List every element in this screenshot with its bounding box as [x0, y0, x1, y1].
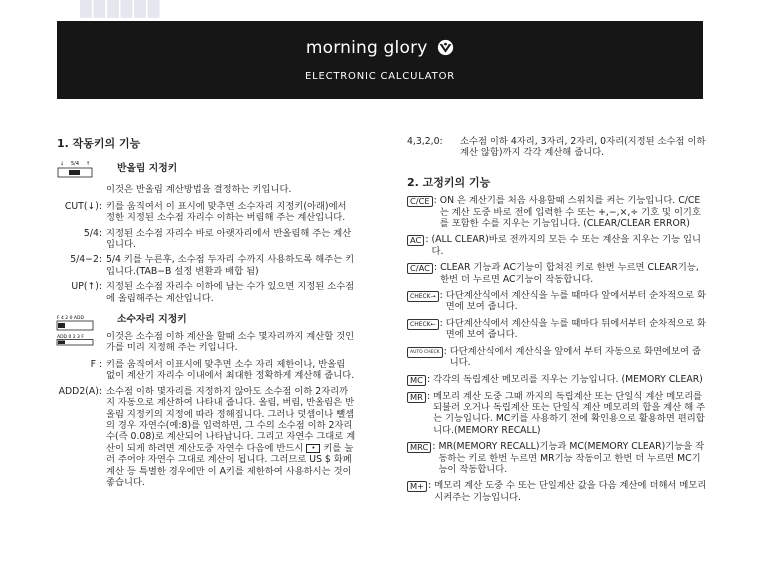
- add2-text-part1: 소수점 이하 몇자리를 지정하지 않아도 소수점 이하 2자리까지 자동으로 계산하여 나타내 줍니다. 올림, 버림, 반올림은 반올림 지정키의 지정에 따라 정해집니다. 그러나 덧셈이나 뺄셈의 경우 자연수(예:8)를 입력하면, 그 수의 소수점 이하 2자리수(즉 0.08)로 계산되어 나타납니다. 그리고 자연수 그대로 계산이 되게 하려면 계산도중 자연수 다음에 반드시: [106, 385, 356, 454]
- rounding-item-up: [57, 281, 357, 304]
- rounding-icon-label-up: ↑: [85, 161, 91, 168]
- decimal-item-add2: [57, 386, 357, 489]
- rounding-icon-label-down: ↓: [59, 161, 65, 168]
- key-mr-label: MR: [407, 392, 426, 403]
- fixed-key-mr: MR : 메모리 계산 도중 그때 까지의 독립계산 또는 단일식 계산 메모리를 되불러 오거나 독립계산 또는 단일식 계산 메모리의 합을 계산 해 주는 기능입니다. MC키를 사용하기 전에 확인용으로 활용하면 편리합니다.(MEMORY RECALL): [407, 391, 707, 437]
- morning-glory-logo-icon: [437, 39, 454, 56]
- item-text: 5/4 키를 누른후, 소수점 두자리 수까지 사용하도록 해주는 키입니다.(TAB−B 설정 변환과 배합 됨): [106, 254, 355, 277]
- brand: [57, 38, 703, 58]
- key-description: ON 은 계산기를 처음 사용할때 스위치를 켜는 기능입니다. C/CE는 계산 도중 바로 전에 입력한 수 또는 +,−,×,÷ 기호 및 이기호를 포함한 수를 지우는 기능입니다. (CLEAR/CLEAR ERROR): [439, 195, 701, 230]
- fixed-key-auto-check: AUTO CHECK : 다단계산식에서 계산식을 앞에서 부터 자동으로 화면에보여 줍니다.: [407, 346, 707, 369]
- rounding-key-title: 반올림 지정키: [117, 163, 178, 175]
- right-column: [407, 136, 707, 508]
- watermark: ██████: [80, 0, 162, 18]
- key-mc-label: MC: [407, 375, 426, 386]
- decimal-intro: 이것은 소수점 이하 계산을 할때 소수 몇자리까지 계산할 것인가를 미리 지정해 주는 키입니다.: [106, 331, 355, 354]
- key-description: 다단계산식에서 계산식을 누를 때마다 앞에서부터 순차적으로 화면에 보여 줍니다.: [445, 290, 707, 313]
- decimal-item-f: [57, 359, 357, 382]
- item-label: 5/4:: [83, 227, 102, 239]
- item-label: 4,3,2,0:: [407, 136, 443, 147]
- decimal-icon-row1: F 4 2 0 ADD: [57, 316, 84, 322]
- decimal-switch-icon: [55, 314, 95, 346]
- fixed-key-cac: C/AC : CLEAR 기능과 AC기능이 합쳐진 키로 한번 누르면 CLEAR기능, 한번 더 누르면 AC기능이 작동합니다.: [407, 262, 707, 285]
- item-text: 소수점 이하 4자리, 3자리, 2자리, 0자리(지정된 소수점 이하 계산 않함)까지 각각 계산해 줍니다.: [460, 136, 706, 159]
- item-text: 지정된 소수점 자리수 바로 아랫자리에서 반올림해 주는 계산입니다.: [106, 227, 352, 251]
- rounding-item-54-2: [57, 254, 357, 277]
- subtitle: ELECTRONIC CALCULATOR: [305, 71, 455, 82]
- header-banner: [57, 21, 703, 99]
- fixed-key-mrc: MRC : MR(MEMORY RECALL)기능과 MC(MEMORY CLEAR)기능을 작동하는 키로 한번 누르면 MR기능 작동이고 한번 더 누르면 MC기능이 작동합니다.: [407, 441, 707, 475]
- key-description: 메모리 계산 도중 수 또는 단일계산 값을 다음 계산에 더해서 메모리 시켜주는 기능입니다.: [434, 480, 707, 503]
- fixed-key-cce: C/CE : ON 은 계산기를 처음 사용할때 스위치를 켜는 기능입니다. C/CE는 계산 도중 바로 전에 입력한 수 또는 +,−,×,÷ 기호 및 이기호를 포함한 수를 지우는 기능입니다. (CLEAR/CLEAR ERROR): [407, 195, 707, 229]
- rounding-item-54: [57, 228, 357, 251]
- key-description: MR(MEMORY RECALL)기능과 MC(MEMORY CLEAR)기능을 작동하는 키로 한번 누르면 MR기능 작동이고 한번 더 누르면 MC기능이 작동합니다.: [438, 441, 705, 475]
- left-column: [57, 138, 357, 492]
- key-description: 다단계산식에서 계산식을 앞에서 부터 자동으로 화면에보여 줍니다.: [449, 345, 701, 369]
- decimal-icon-row2: ADD 0 2 3 F: [57, 335, 84, 341]
- item-text: [106, 386, 357, 489]
- section-heading-fixed-keys: 2. 고정키의 기능: [407, 175, 491, 189]
- brand-name: morning glory: [305, 38, 428, 58]
- key-ac-label: AC: [407, 235, 424, 246]
- key-check-forward-label: CHECK→: [407, 291, 439, 302]
- key-description: 다단계산식에서 계산식을 누를 때마다 뒤에서부터 순차적으로 화면에 보여 줍니다.: [445, 317, 707, 341]
- fixed-key-check-forward: CHECK→ : 다단계산식에서 계산식을 누를 때마다 앞에서부터 순차적으로 화면에 보여 줍니다.: [407, 290, 707, 313]
- rounding-intro: 이것은 반올림 계산방법을 결정하는 키입니다.: [106, 184, 292, 196]
- key-cce-label: C/CE: [407, 196, 433, 207]
- item-text: 키를 움직여서 이 표시에 맞추면 소수자리 지정키(아래)에서 정한 지정된 소수점 자리수 이하는 버림해 주는 계산입니다.: [106, 200, 347, 224]
- rounding-item-cut: [57, 201, 357, 224]
- fixed-key-ac: AC : (ALL CLEAR)바로 전까지의 모든 수 또는 계산을 지우는 기능 입니다.: [407, 234, 707, 257]
- item-label: F :: [90, 358, 102, 370]
- key-mplus-label: M+: [407, 481, 427, 492]
- add2-text-part2: 키를 눌러 주어야 자연수 그대로 계산이 됩니다. 그러므로 US $ 화폐계산 등 특별한 경우에만 이 A키를 제한하여 사용하시는 것이 좋습니다.: [106, 442, 354, 488]
- key-description: (ALL CLEAR)바로 전까지의 모든 수 또는 계산을 지우는 기능 입니다.: [431, 234, 702, 257]
- key-auto-check-label: AUTO CHECK: [407, 347, 443, 358]
- decimal-point-key: •: [306, 444, 320, 453]
- key-check-backward-label: CHECK←: [407, 319, 439, 330]
- key-mrc-label: MRC: [407, 442, 431, 453]
- fixed-key-check-backward: CHECK← : 다단계산식에서 계산식을 누를 때마다 뒤에서부터 순차적으로 화면에 보여 줍니다.: [407, 318, 707, 341]
- item-label: CUT(↓):: [64, 200, 102, 212]
- item-text: 지정된 소수점 자리수 이하에 남는 수가 있으면 지정된 소수점에 올림해주는 계산입니다.: [106, 281, 355, 304]
- key-description: 메모리 계산 도중 그때 까지의 독립계산 또는 단일식 계산 메모리를 되불러 오거나 독립계산 또는 단일식 계산 메모리의 합을 계산 해 주는 기능입니다. MC키를 사용하기 전에 확인용으로 활용하면 편리합니다.(MEMORY RECALL): [433, 390, 706, 436]
- rounding-switch-icon: [55, 159, 95, 179]
- item-label: 5/4−2:: [70, 254, 102, 266]
- item-text: 키를 움직여서 이표시에 맞추면 소수 자리 제한이나, 반올림 없이 계산기 자리수 이내에서 최대한 정확하게 계산해 줍니다.: [106, 358, 355, 382]
- item-label: UP(↑):: [71, 281, 102, 293]
- fixed-key-mplus: M+ : 메모리 계산 도중 수 또는 단일계산 값을 다음 계산에 더해서 메모리 시켜주는 기능입니다.: [407, 480, 707, 503]
- decimal-key-title: 소수자리 지정키: [117, 314, 187, 326]
- rounding-key-header: [57, 159, 357, 179]
- key-description: 각각의 독립계산 메모리를 지우는 기능입니다. (MEMORY CLEAR): [433, 373, 703, 385]
- item-label: ADD2(A):: [58, 385, 102, 397]
- section-heading-operation-keys: 1. 작동키의 기능: [57, 137, 141, 150]
- rounding-icon-label-54: 5/4: [70, 161, 80, 168]
- fixed-key-mc: MC : 각각의 독립계산 메모리를 지우는 기능입니다. (MEMORY CLEAR): [407, 374, 707, 386]
- key-cac-label: C/AC: [407, 263, 433, 274]
- key-description: CLEAR 기능과 AC기능이 합쳐진 키로 한번 누르면 CLEAR기능, 한번 더 누르면 AC기능이 작동합니다.: [440, 262, 699, 285]
- decimal-item-4320: [407, 136, 707, 159]
